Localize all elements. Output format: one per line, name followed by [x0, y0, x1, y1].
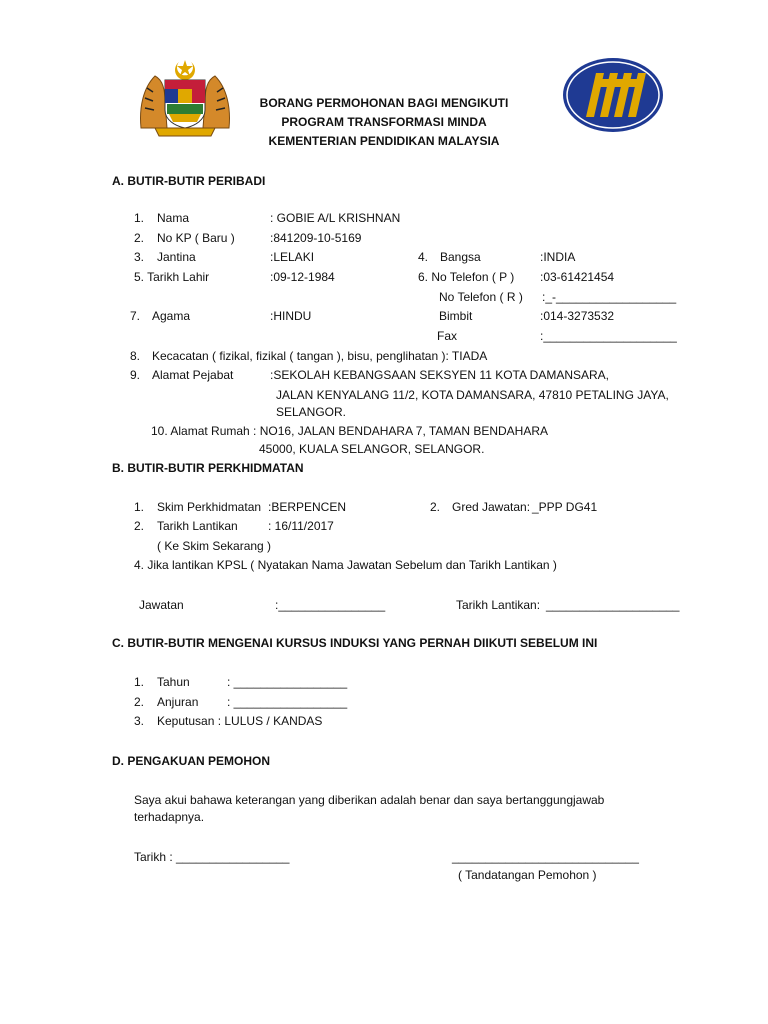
bimbit-label: Bimbit [439, 309, 473, 323]
telefon-p-value: :03-61421454 [540, 270, 615, 284]
agama-value: :HINDU [270, 309, 312, 323]
nama-label: Nama [157, 211, 190, 225]
gred-number: 2. [430, 500, 441, 514]
kp-number: 2. [134, 231, 145, 245]
tarikh-field: Tarikh : _________________ [134, 850, 290, 864]
anjuran-field: : _________________ [227, 695, 348, 709]
form-title-line-2: PROGRAM TRANSFORMASI MINDA [281, 115, 487, 129]
telefon-p-label: 6. No Telefon ( P ) [418, 270, 515, 284]
kpsl-instruction: 4. Jika lantikan KPSL ( Nyatakan Nama Jawatan Sebelum dan Tarikh Lantikan ) [134, 558, 557, 572]
alamat-pejabat-number: 9. [130, 368, 141, 382]
tarikh-lahir-label: 5. Tarikh Lahir [134, 270, 210, 284]
alamat-rumah-line-2: 45000, KUALA SELANGOR, SELANGOR. [259, 442, 485, 456]
gred-value: _PPP DG41 [532, 500, 598, 514]
alamat-pejabat-line-2: JALAN KENYALANG 11/2, KOTA DAMANSARA, 47810 PETALING JAYA, [276, 388, 669, 402]
lantikan-note: ( Ke Skim Sekarang ) [157, 539, 272, 553]
signature-line: ____________________________ [452, 850, 639, 864]
anjuran-label: Anjuran [157, 695, 199, 709]
nama-value: : GOBIE A/L KRISHNAN [270, 211, 401, 225]
gred-label: Gred Jawatan: [452, 500, 531, 514]
alamat-pejabat-line-1: :SEKOLAH KEBANGSAAN SEKSYEN 11 KOTA DAMANSARA, [270, 368, 609, 382]
jawatan-field: :________________ [275, 598, 386, 612]
kecacatan-line: Kecacatan ( fizikal, fizikal ( tangan ), bisu, penglihatan ): TIADA [152, 349, 488, 363]
skim-number: 1. [134, 500, 145, 514]
alamat-pejabat-label: Alamat Pejabat [152, 368, 234, 382]
keputusan-number: 3. [134, 714, 145, 728]
nama-number: 1. [134, 211, 145, 225]
bangsa-value: :INDIA [540, 250, 576, 264]
fax-label: Fax [437, 329, 458, 343]
bangsa-number: 4. [418, 250, 429, 264]
tarikh-lantikan-field: ____________________ [546, 598, 680, 612]
alamat-rumah-line-1: 10. Alamat Rumah : NO16, JALAN BENDAHARA 7, TAMAN BENDAHARA [151, 424, 549, 438]
fax-value: :____________________ [540, 329, 677, 343]
form-title-line-1: BORANG PERMOHONAN BAGI MENGIKUTI [259, 96, 509, 110]
section-d-heading: D. PENGAKUAN PEMOHON [112, 754, 271, 768]
tarikh-lantikan-label: Tarikh Lantikan: [456, 598, 541, 612]
skim-label: Skim Perkhidmatan [157, 500, 262, 514]
agama-number: 7. [130, 309, 141, 323]
jawatan-label: Jawatan [139, 598, 184, 612]
jantina-number: 3. [134, 250, 145, 264]
jantina-label: Jantina [157, 250, 196, 264]
lantikan-number: 2. [134, 519, 145, 533]
declaration-line-2: terhadapnya. [134, 810, 205, 824]
lantikan-label: Tarikh Lantikan [157, 519, 238, 533]
tahun-label: Tahun [157, 675, 190, 689]
declaration-line-1: Saya akui bahawa keterangan yang diberikan adalah benar dan saya bertanggungjawab [134, 793, 605, 807]
lantikan-value: : 16/11/2017 [268, 519, 334, 533]
telefon-r-label: No Telefon ( R ) [439, 290, 523, 304]
kp-value: :841209-10-5169 [270, 231, 362, 245]
jantina-value: :LELAKI [270, 250, 315, 264]
signature-label: ( Tandatangan Pemohon ) [458, 868, 597, 882]
anjuran-number: 2. [134, 695, 145, 709]
keputusan-line: Keputusan : LULUS / KANDAS [157, 714, 323, 728]
skim-value: :BERPENCEN [268, 500, 347, 514]
alamat-pejabat-line-3: SELANGOR. [276, 405, 347, 419]
tahun-number: 1. [134, 675, 145, 689]
form-title-line-3: KEMENTERIAN PENDIDIKAN MALAYSIA [268, 134, 500, 148]
bangsa-label: Bangsa [440, 250, 481, 264]
section-a-heading: A. BUTIR-BUTIR PERIBADI [112, 174, 266, 188]
tahun-field: : _________________ [227, 675, 348, 689]
section-b-heading: B. BUTIR-BUTIR PERKHIDMATAN [112, 461, 304, 475]
section-c-heading: C. BUTIR-BUTIR MENGENAI KURSUS INDUKSI YANG PERNAH DIIKUTI SEBELUM INI [112, 636, 598, 650]
telefon-r-value: :_-__________________ [542, 290, 677, 304]
tarikh-lahir-value: :09-12-1984 [270, 270, 335, 284]
bimbit-value: :014-3273532 [540, 309, 615, 323]
agama-label: Agama [152, 309, 191, 323]
kecacatan-number: 8. [130, 349, 141, 363]
kp-label: No KP ( Baru ) [157, 231, 235, 245]
